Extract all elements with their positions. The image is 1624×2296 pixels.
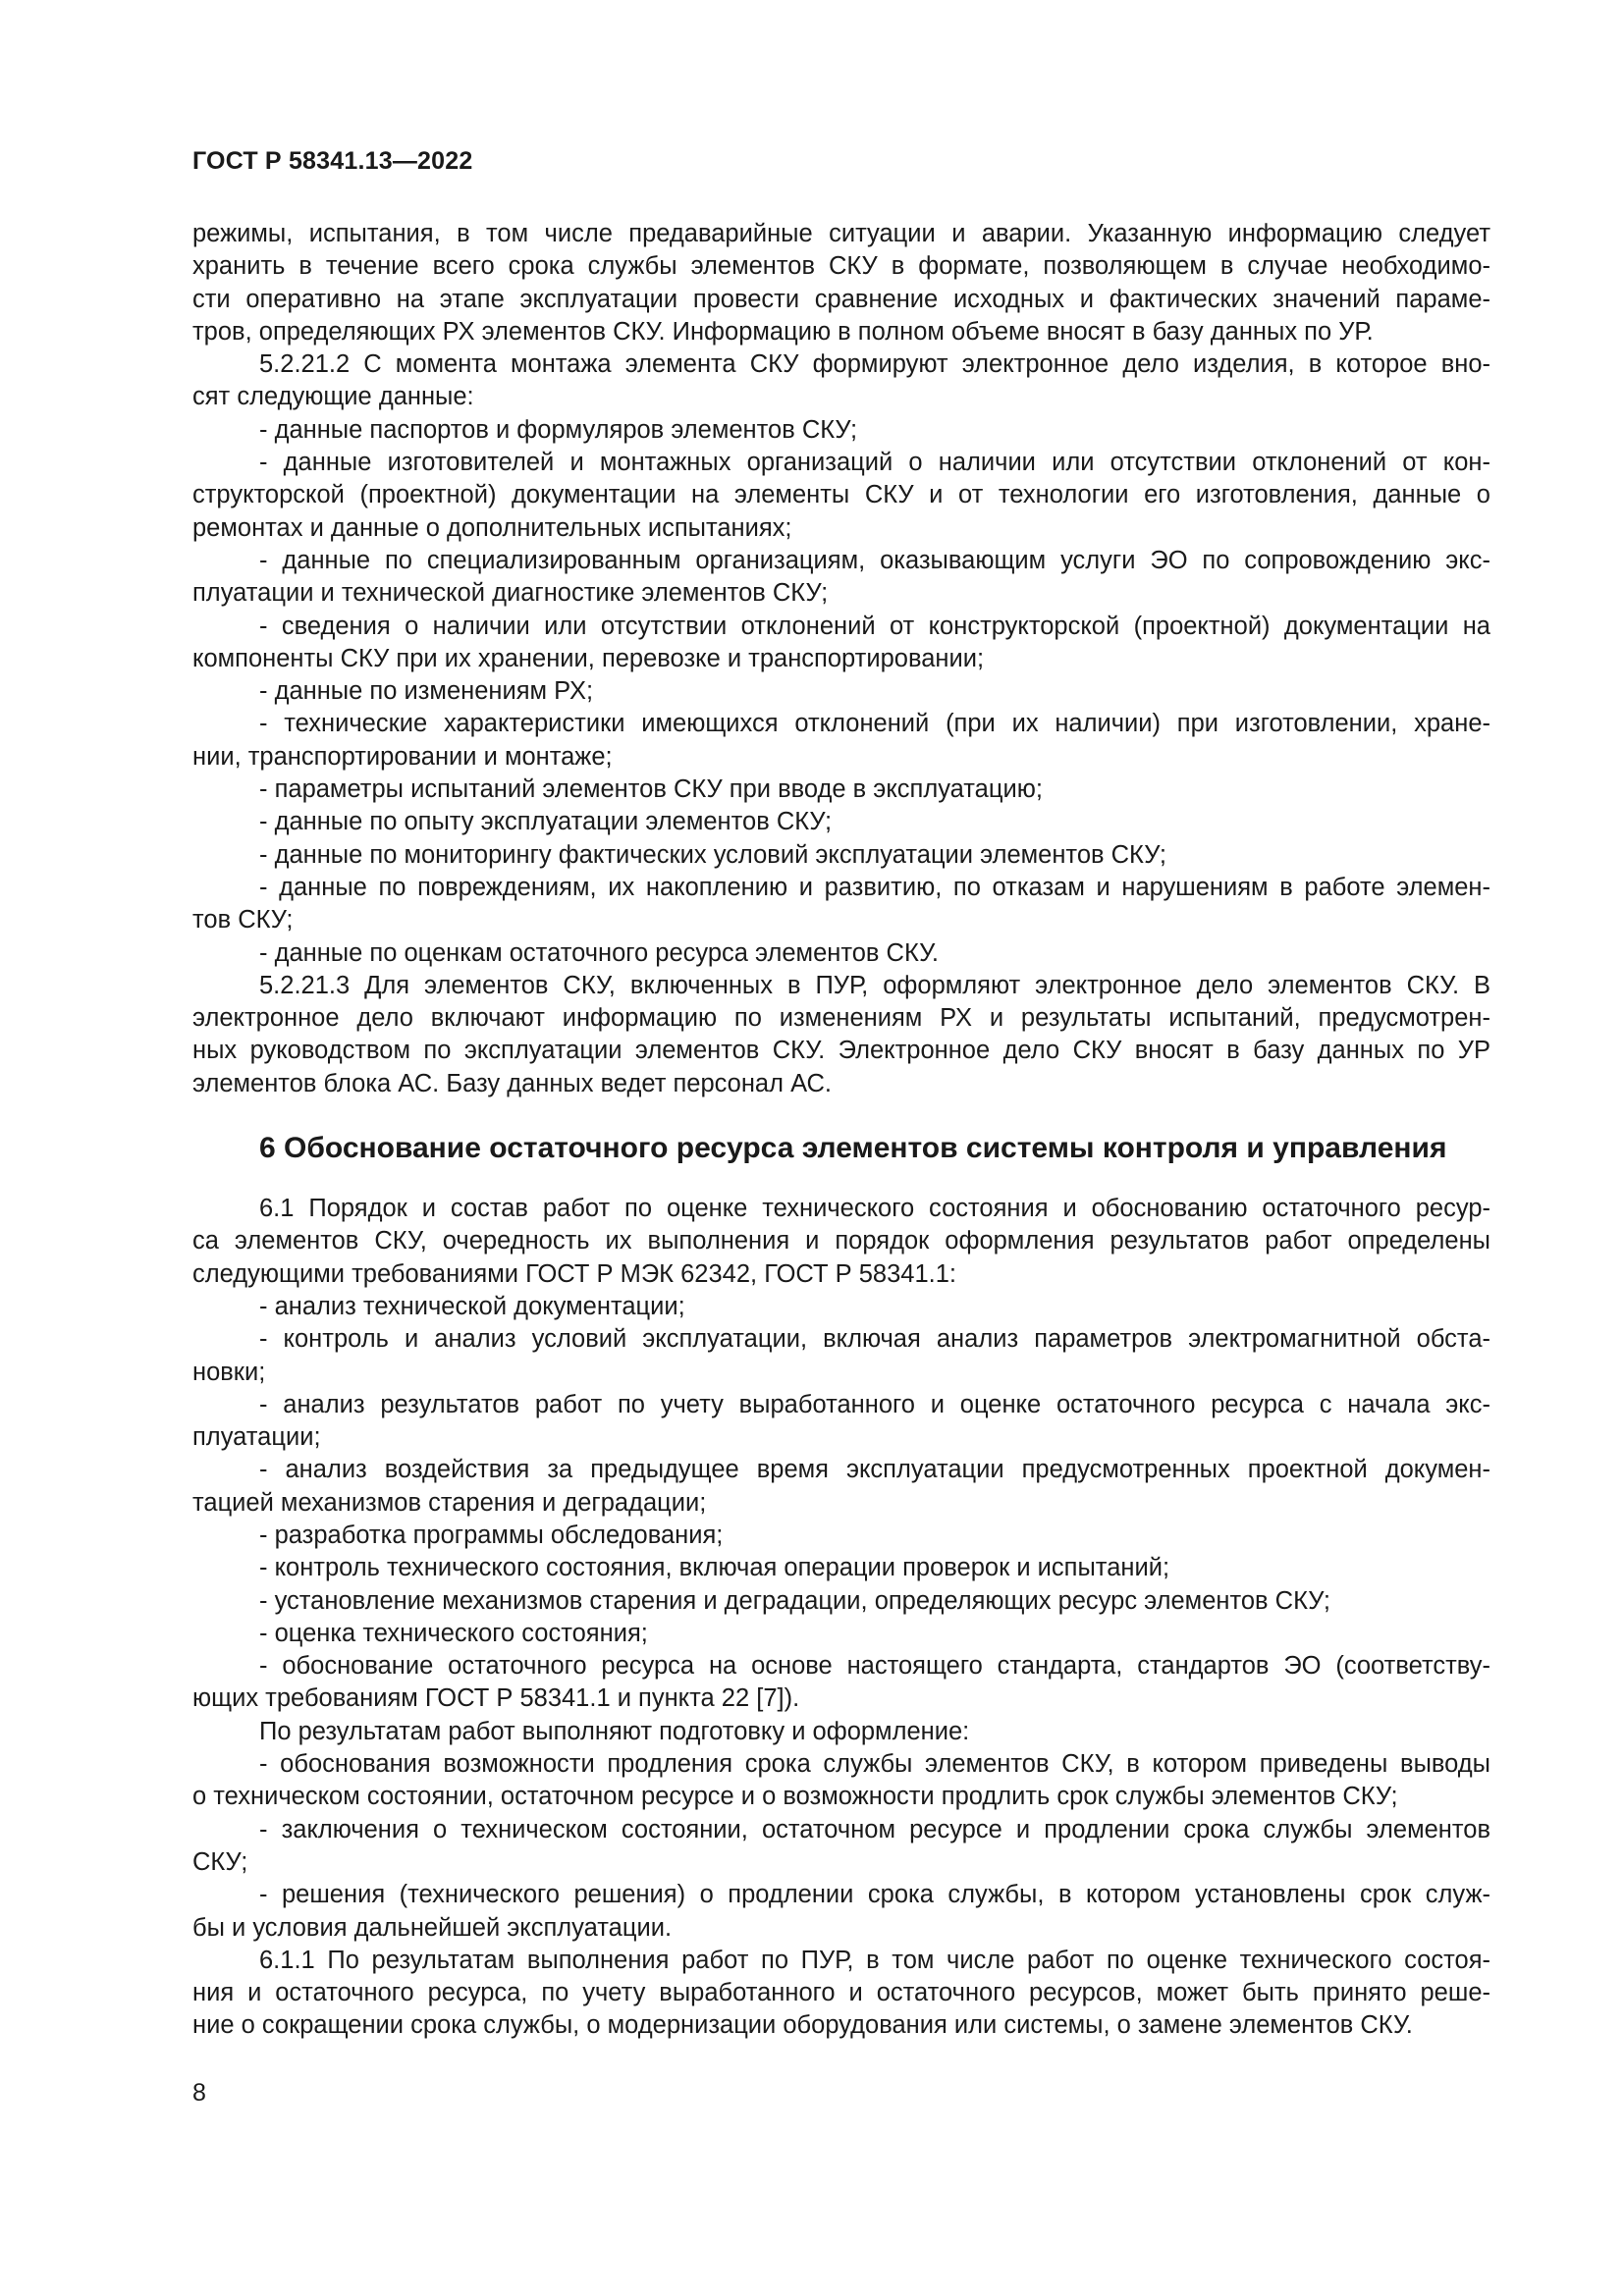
text-line: - контроль и анализ условий эксплуатации, включая анализ параметров электромагнитной обста- xyxy=(259,1325,1490,1354)
text-line: - данные по повреждениям, их накоплению и развитию, по отказам и нарушениям в работе элемен- xyxy=(259,873,1490,901)
text-line: - данные изготовителей и монтажных организаций о наличии или отсутствии отклонений от кон- xyxy=(259,449,1490,477)
text-line: 6.1.1 По результатам выполнения работ по ПУР, в том числе работ по оценке технического состоя- xyxy=(259,1946,1490,1974)
text-line: - параметры испытаний элементов СКУ при вводе в эксплуатацию; xyxy=(259,775,1043,804)
text-line: - данные паспортов и формуляров элементов СКУ; xyxy=(259,415,858,444)
paragraph-5-2-21-2 xyxy=(192,348,1490,414)
text-line: - данные по оценкам остаточного ресурса элементов СКУ. xyxy=(259,938,940,967)
text-line: электронное дело включают информацию по изменениям РХ и результаты испытаний, предусмотрен- xyxy=(192,1004,1490,1033)
text-line: ющих требованиям ГОСТ Р 58341.1 и пункта 22 [7]). xyxy=(192,1684,800,1713)
list-item xyxy=(192,1748,1490,1814)
list-item xyxy=(192,545,1490,611)
list-item xyxy=(192,1814,1490,1880)
text-line: - технические характеристики имеющихся отклонений (при их наличии) при изготовлении, хране- xyxy=(259,710,1490,738)
text-line: - анализ результатов работ по учету выработанного и оценке остаточного ресурса с начала экс- xyxy=(259,1390,1490,1418)
paragraph-results-intro xyxy=(192,1716,1490,1748)
list-item xyxy=(192,611,1490,676)
text-line: новки; xyxy=(192,1358,266,1386)
list-item xyxy=(192,447,1490,545)
text-line: - анализ воздействия за предыдущее время эксплуатации предусмотренных проектной докумен- xyxy=(259,1456,1490,1484)
text-line: - обоснование остаточного ресурса на основе настоящего стандарта, стандартов ЭО (соответству- xyxy=(259,1652,1490,1681)
text-line: ния и остаточного ресурса, по учету выработанного и остаточного ресурсов, может быть принято реше- xyxy=(192,1979,1490,2007)
text-line: - сведения о наличии или отсутствии отклонений от конструкторской (проектной) документации на xyxy=(259,612,1490,640)
list-item xyxy=(192,675,1490,708)
text-line: плуатации и технической диагностике элементов СКУ; xyxy=(192,579,829,608)
text-line: - анализ технической документации; xyxy=(259,1292,685,1320)
text-line: ных руководством по эксплуатации элементов СКУ. Электронное дело СКУ вносят в базу данных по УР xyxy=(192,1037,1490,1065)
list-item xyxy=(192,872,1490,937)
section-6-heading: 6 Обоснование остаточного ресурса элементов системы контроля и управления xyxy=(259,1132,1447,1165)
text-line: элементов блока АС. Базу данных ведет персонал АС. xyxy=(192,1069,833,1097)
text-line: тацией механизмов старения и деградации; xyxy=(192,1488,707,1517)
text-line: - оценка технического состояния; xyxy=(259,1619,648,1647)
list-item xyxy=(192,1585,1490,1618)
list-item xyxy=(192,774,1490,806)
paragraph-6-1-1 xyxy=(192,1945,1490,2043)
list-item xyxy=(192,1454,1490,1520)
text-line: плуатации; xyxy=(192,1423,321,1452)
paragraph-intro-continuation xyxy=(192,218,1490,348)
text-line: - данные по мониторингу фактических условий эксплуатации элементов СКУ; xyxy=(259,840,1166,869)
text-line: - разработка программы обследования; xyxy=(259,1521,724,1549)
text-line: компоненты СКУ при их хранении, перевозке и транспортировании; xyxy=(192,644,985,672)
list-item xyxy=(192,708,1490,774)
text-line: - данные по специализированным организациям, оказывающим услуги ЭО по сопровождению экс- xyxy=(259,546,1490,574)
list-item xyxy=(192,1323,1490,1389)
document-code-header: ГОСТ Р 58341.13—2022 xyxy=(192,147,473,175)
text-line: 6.1 Порядок и состав работ по оценке технического состояния и обоснованию остаточного ресур- xyxy=(259,1195,1490,1223)
list-item xyxy=(192,1389,1490,1455)
list-item xyxy=(192,1650,1490,1716)
text-line: - заключения о техническом состоянии, остаточном ресурсе и продлении срока службы элементов xyxy=(259,1815,1490,1843)
text-line: нии, транспортировании и монтаже; xyxy=(192,742,613,771)
text-line: - решения (технического решения) о продлении срока службы, в котором установлены срок служ- xyxy=(259,1881,1490,1909)
list-item xyxy=(192,839,1490,872)
text-line: - контроль технического состояния, включая операции проверок и испытаний; xyxy=(259,1554,1170,1582)
list-item xyxy=(192,1552,1490,1584)
text-line: са элементов СКУ, очередность их выполнения и порядок оформления результатов работ определены xyxy=(192,1227,1490,1255)
text-line: режимы, испытания, в том числе предаварийные ситуации и аварии. Указанную информацию следует xyxy=(192,220,1490,247)
text-line: бы и условия дальнейшей эксплуатации. xyxy=(192,1913,673,1942)
text-line: тов СКУ; xyxy=(192,906,294,934)
text-line: ремонтах и данные о дополнительных испытаниях; xyxy=(192,513,792,542)
document-body xyxy=(192,218,1490,2043)
text-line: По результатам работ выполняют подготовку и оформление: xyxy=(259,1717,970,1745)
text-line: - обоснования возможности продления срока службы элементов СКУ, в котором приведены выводы xyxy=(259,1750,1490,1779)
text-line: хранить в течение всего срока службы элементов СКУ в формате, позволяющем в случае необходимо- xyxy=(192,252,1490,281)
paragraph-5-2-21-3 xyxy=(192,970,1490,1100)
text-line: СКУ; xyxy=(192,1847,248,1876)
text-line: сят следующие данные: xyxy=(192,383,474,411)
text-line: ние о сокращении срока службы, о модернизации оборудования или системы, о замене элементов СКУ. xyxy=(192,2011,1413,2040)
text-line: следующими требованиями ГОСТ Р МЭК 62342, ГОСТ Р 58341.1: xyxy=(192,1259,956,1288)
text-line: - данные по изменениям РХ; xyxy=(259,677,594,706)
text-line: о техническом состоянии, остаточном ресурсе и о возможности продлить срок службы элементов СКУ; xyxy=(192,1783,1398,1811)
list-item xyxy=(192,1291,1490,1323)
text-line: - установление механизмов старения и деградации, определяющих ресурс элементов СКУ; xyxy=(259,1586,1330,1615)
text-line: структорской (проектной) документации на элементы СКУ и от технологии его изготовления, данные о xyxy=(192,481,1490,509)
paragraph-6-1 xyxy=(192,1193,1490,1291)
list-item xyxy=(192,1520,1490,1552)
page-number: 8 xyxy=(192,2079,206,2107)
list-item xyxy=(192,1618,1490,1650)
text-line: сти оперативно на этапе эксплуатации провести сравнение исходных и фактических значений параме- xyxy=(192,285,1490,313)
list-item xyxy=(192,806,1490,838)
text-line: - данные по опыту эксплуатации элементов СКУ; xyxy=(259,808,833,836)
list-item xyxy=(192,414,1490,447)
text-line: тров, определяющих РХ элементов СКУ. Информацию в полном объеме вносят в базу данных по УР. xyxy=(192,317,1374,346)
text-line: 5.2.21.2 С момента монтажа элемента СКУ формируют электронное дело изделия, в которое вно- xyxy=(259,350,1490,379)
text-line: 5.2.21.3 Для элементов СКУ, включенных в ПУР, оформляют электронное дело элементов СКУ. В xyxy=(259,971,1490,999)
list-item xyxy=(192,1879,1490,1945)
list-item xyxy=(192,937,1490,970)
